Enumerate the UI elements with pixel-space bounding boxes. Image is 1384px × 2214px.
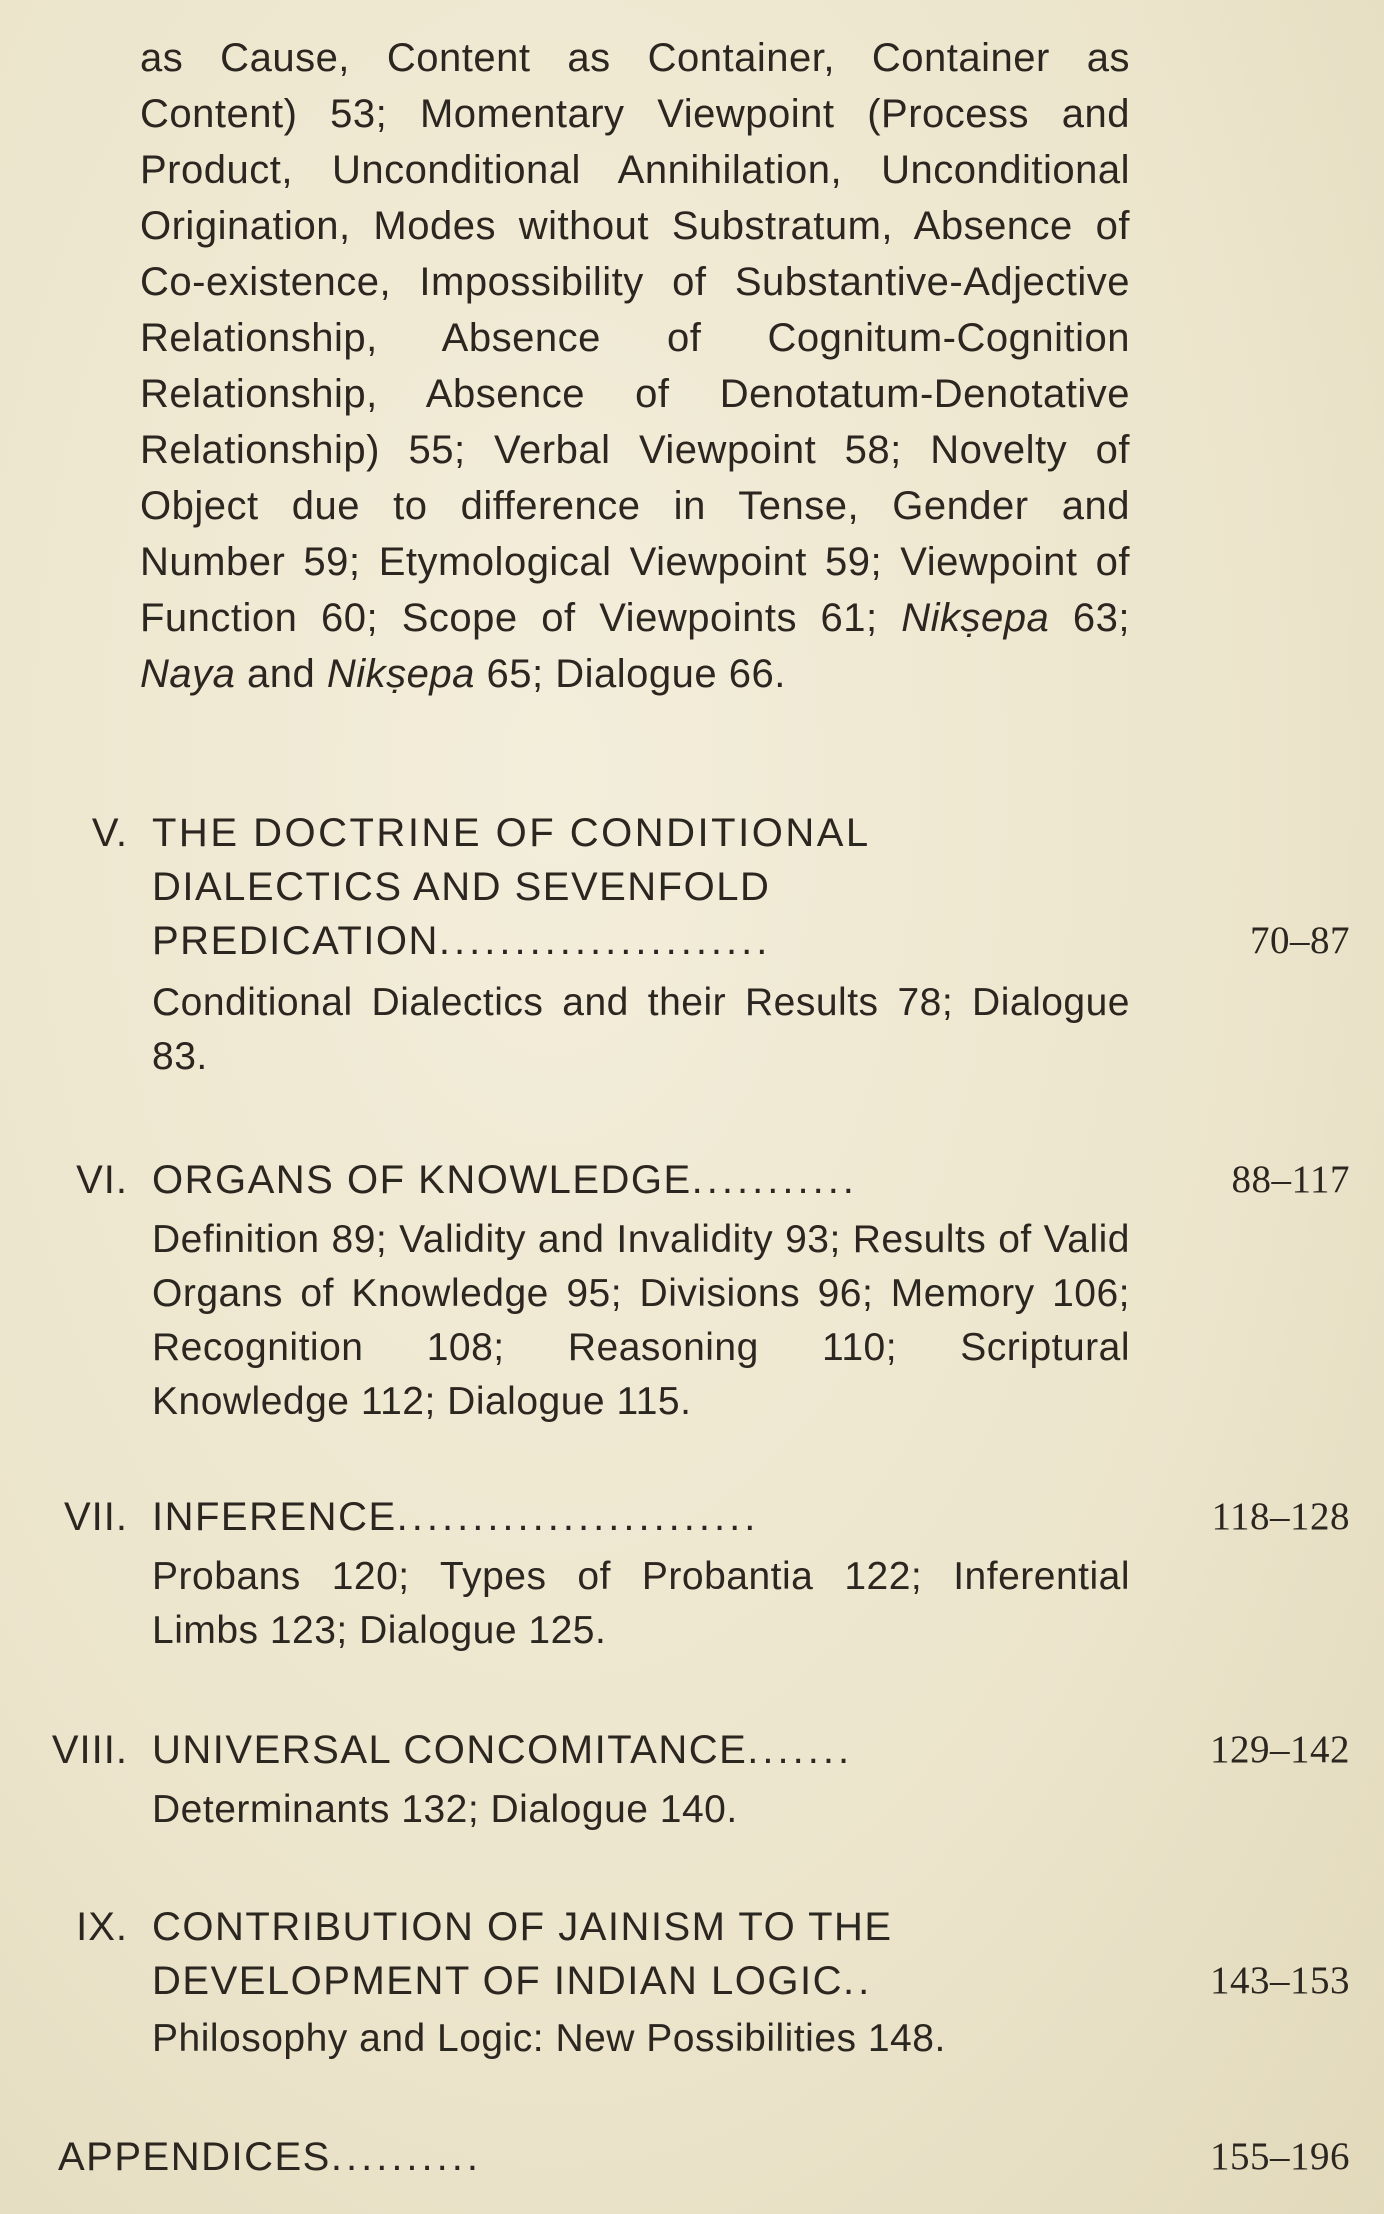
continuation-lead: as Cause, Content as Container, Container as Content) 53; Momentary Viewpoint (Process and Product, Unconditional Annihilation, Unconditional Origination, Modes without Substratum, Absence of Co-existence, Impossibility of Substantive-Adjective Relationship, Absence of Cognitum-Cognition Relationship, Absence of Denotatum-Denotative Relationship) 55; Verbal Viewpoint 58; Novelty of Object due to difference in Tense, Gender and Number 59; Etymological Viewpoint 59; Viewpoint of Function 60; Scope of Viewpoints 61; — [140, 36, 1130, 640]
italic-term-niksepa: Nikṣepa — [901, 596, 1050, 640]
chapter-title-text: DEVELOPMENT OF INDIAN LOGIC — [152, 1959, 843, 2003]
chapter-subtopics: Philosophy and Logic: New Possibilities 148. — [152, 2017, 946, 2060]
page-range: 129–142 — [1210, 1728, 1350, 1771]
page-range: 155–196 — [1210, 2135, 1350, 2178]
chapter-title-line — [152, 1723, 1052, 1777]
chapter-number: V. — [91, 811, 128, 855]
chapter-title-text: UNIVERSAL CONCOMITANCE — [152, 1728, 748, 1772]
leader-dots: ........................ — [396, 1495, 760, 1539]
italic-term-naya: Naya — [140, 652, 236, 696]
chapter-subtopics: Probans 120; Types of Probantia 122; Inferential Limbs 123; Dialogue 125. — [152, 1555, 1130, 1652]
continuation-mid: 63; — [1049, 596, 1130, 640]
chapter-subtopics: Conditional Dialectics and their Results 78; Dialogue 83. — [152, 981, 1130, 1078]
chapter-title-line — [152, 1954, 1052, 2008]
leader-dots: ........... — [691, 1158, 858, 1202]
chapter-subtopics: Determinants 132; Dialogue 140. — [152, 1788, 738, 1831]
chapter-title-line: DIALECTICS AND SEVENFOLD — [152, 865, 771, 909]
chapter-title-text: PREDICATION — [152, 919, 439, 963]
chapter-number: VI. — [76, 1158, 128, 1202]
chapter-number: VII. — [63, 1495, 128, 1539]
chapter-iv-continuation — [140, 30, 1130, 702]
chapter-title-text: ORGANS OF KNOWLEDGE — [152, 1158, 692, 1202]
italic-term-niksepa: Nikṣepa — [326, 652, 475, 696]
leader-dots: .......... — [330, 2135, 482, 2179]
page-range: 143–153 — [1210, 1959, 1350, 2002]
chapter-number: IX. — [76, 1905, 128, 1949]
page-range: 88–117 — [1231, 1158, 1350, 1201]
appendices-title — [58, 2130, 958, 2184]
continuation-mid: and — [235, 652, 327, 696]
continuation-tail: 65; Dialogue 66. — [474, 652, 786, 696]
leader-dots: ...................... — [438, 919, 772, 963]
chapter-title-line — [152, 1153, 1052, 1207]
page-range: 118–128 — [1211, 1495, 1350, 1538]
appendices-title-text: APPENDICES — [58, 2135, 331, 2179]
chapter-number: VIII. — [51, 1728, 128, 1772]
leader-dots: ....... — [747, 1728, 854, 1772]
chapter-subtopics: Definition 89; Validity and Invalidity 93; Results of Valid Organs of Knowledge 95; Divisions 96; Memory 106; Recognition 108; Reasoning 110; Scriptural Knowledge 112; Dialogue 115. — [152, 1218, 1130, 1423]
page-range: 70–87 — [1250, 919, 1350, 962]
chapter-title-text: INFERENCE — [152, 1495, 397, 1539]
chapter-title-line — [152, 1490, 1052, 1544]
chapter-title-line: CONTRIBUTION OF JAINISM TO THE — [152, 1905, 893, 1949]
chapter-title-line — [152, 914, 1052, 968]
chapter-title-line: THE DOCTRINE OF CONDITIONAL — [152, 811, 871, 855]
leader-dots: .. — [843, 1959, 874, 2003]
